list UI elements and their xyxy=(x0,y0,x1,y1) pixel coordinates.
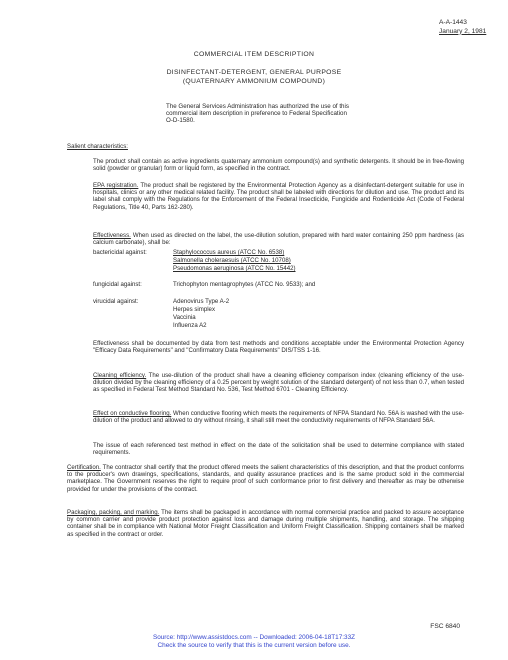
cleaning-efficiency-heading: Cleaning efficiency. xyxy=(93,372,147,379)
epa-registration-paragraph xyxy=(93,182,464,211)
epa-registration-text: The product shall be registered by the Environmental Protection Agency as a disinfectant-detergent suitable for use in hospitals, clinics or any other medical related facility. The product shall be labeled with directions for dilution and use. The product and its label shall comply with the Regulations for the Enforcement of the Federal Insecticide, Fungicide and Rodenticide Act (Code of Federal Regulations, Title 40, Parts 162-280). xyxy=(93,182,464,211)
document-date: January 2, 1981 xyxy=(439,27,487,35)
bactericidal-label: bactericidal against: xyxy=(93,249,147,256)
bactericidal-organism: Salmonella choleraesuis (ATCC No. 10708) xyxy=(173,257,291,264)
document-title: COMMERCIAL ITEM DESCRIPTION xyxy=(193,51,315,58)
virucidal-organism: Vaccinia xyxy=(173,314,196,321)
salient-characteristics-heading: Salient characteristics: xyxy=(67,143,128,150)
conductive-flooring-text: When conductive flooring which meets the requirements of NFPA Standard No. 56A is washed with the use-dilution of the product and allowed to dry without rinsing, it shall still meet the conductivity requirements of NFPA Standard 56A. xyxy=(93,410,465,425)
test-method-issue-text: The issue of each referenced test method in effect on the date of the solicitation shall be used to determine compliance with stated requirements. xyxy=(93,442,464,457)
virucidal-organism: Herpes simplex xyxy=(173,306,215,313)
bactericidal-organism: Staphylococcus aureus (ATCC No. 6538) xyxy=(173,249,285,256)
source-footer-line2: Check the source to verify that this is the current version before use. xyxy=(157,642,351,649)
effectiveness-documentation-text: Effectiveness shall be documented by data from test methods and conditions acceptable under the Environmental Protection Agency "Efficacy Data Requirements" and "Confirmatory Data Requirements" DIS/TSS 1-16. xyxy=(93,340,464,355)
conductive-flooring-heading: Effect on conductive flooring. xyxy=(93,410,172,417)
packaging-heading: Packaging, packing, and marking. xyxy=(67,509,160,516)
packaging-paragraph xyxy=(67,509,464,538)
bactericidal-organism: Pseudomonas aeruginosa (ATCC No. 15442) xyxy=(173,265,296,272)
effectiveness-text: When used as directed on the label, the use-dilution solution, prepared with hard water containing 250 ppm hardness (as calcium carbonate), shall be: xyxy=(93,232,464,247)
bactericidal-block xyxy=(93,248,464,278)
effectiveness-heading: Effectiveness. xyxy=(93,232,131,239)
virucidal-organism: Influenza A2 xyxy=(173,322,207,329)
document-subtitle-line1: DISINFECTANT-DETERGENT, GENERAL PURPOSE xyxy=(166,69,342,76)
packaging-text: The items shall be packaged in accordance with normal commercial practice and packed to assure acceptance by common carrier and provide product protection against loss and damage during multiple shipments, handling, and storage. The shipping container shall be in compliance with National Motor Freight Classification and Uniform Freight Classification. Shipping containers shall be marked as specified in the contract or order. xyxy=(67,509,464,538)
salient-characteristics-text: The product shall contain as active ingredients quaternary ammonium compound(s) and synthetic detergents. It should be in free-flowing solid (powder or granular) form or liquid form, as specified in the contract. xyxy=(93,158,464,173)
effectiveness-paragraph xyxy=(93,232,464,246)
fsc-code: FSC 6840 xyxy=(430,623,460,630)
virucidal-label: virucidal against: xyxy=(93,298,139,305)
document-number: A-A-1443 xyxy=(439,19,467,26)
cleaning-efficiency-text: The use-dilution of the product shall have a cleaning efficiency comparison index (cleaning efficiency of the use-dilution divided by the cleaning efficiency of a 0.25 percent by weight solution of the standard detergent) of not less than 0.7, when tested as specified in Federal Test Method Standard No. 536, Test Method 6701 - Cleaning Efficiency. xyxy=(93,372,464,394)
certification-text: The contractor shall certify that the product offered meets the salient characteristics of this description, and that the product conforms to the producer's own drawings, specifications, standards, and quality assurance practices and is the same product sold in the commercial marketplace. The Government reserves the right to require proof of such conformance prior to first delivery and thereafter as may be otherwise provided for under the provisions of the contract. xyxy=(67,464,464,493)
epa-registration-heading: EPA registration. xyxy=(93,182,139,189)
fungicidal-label: fungicidal against: xyxy=(93,281,142,288)
cleaning-efficiency-paragraph xyxy=(93,372,464,394)
certification-heading: Certification. xyxy=(67,464,101,471)
authorization-statement: The General Services Administration has authorized the use of this commercial item description in preference to Federal Specification O-D-1580. xyxy=(166,103,349,125)
virucidal-organism: Adenovirus Type A-2 xyxy=(173,298,230,305)
fungicidal-block xyxy=(93,281,464,291)
document-subtitle-line2: (QUATERNARY AMMONIUM COMPOUND) xyxy=(182,78,326,85)
certification-paragraph xyxy=(67,464,464,493)
virucidal-block xyxy=(93,298,464,334)
document-id-block xyxy=(439,19,486,36)
conductive-flooring-paragraph xyxy=(93,410,464,424)
source-footer-line1: Source: http://www.assistdocs.com -- Downloaded: 2006-04-18T17:33Z xyxy=(152,634,356,641)
fungicidal-organism: Trichophyton mentagrophytes (ATCC No. 9533); and xyxy=(173,281,316,288)
